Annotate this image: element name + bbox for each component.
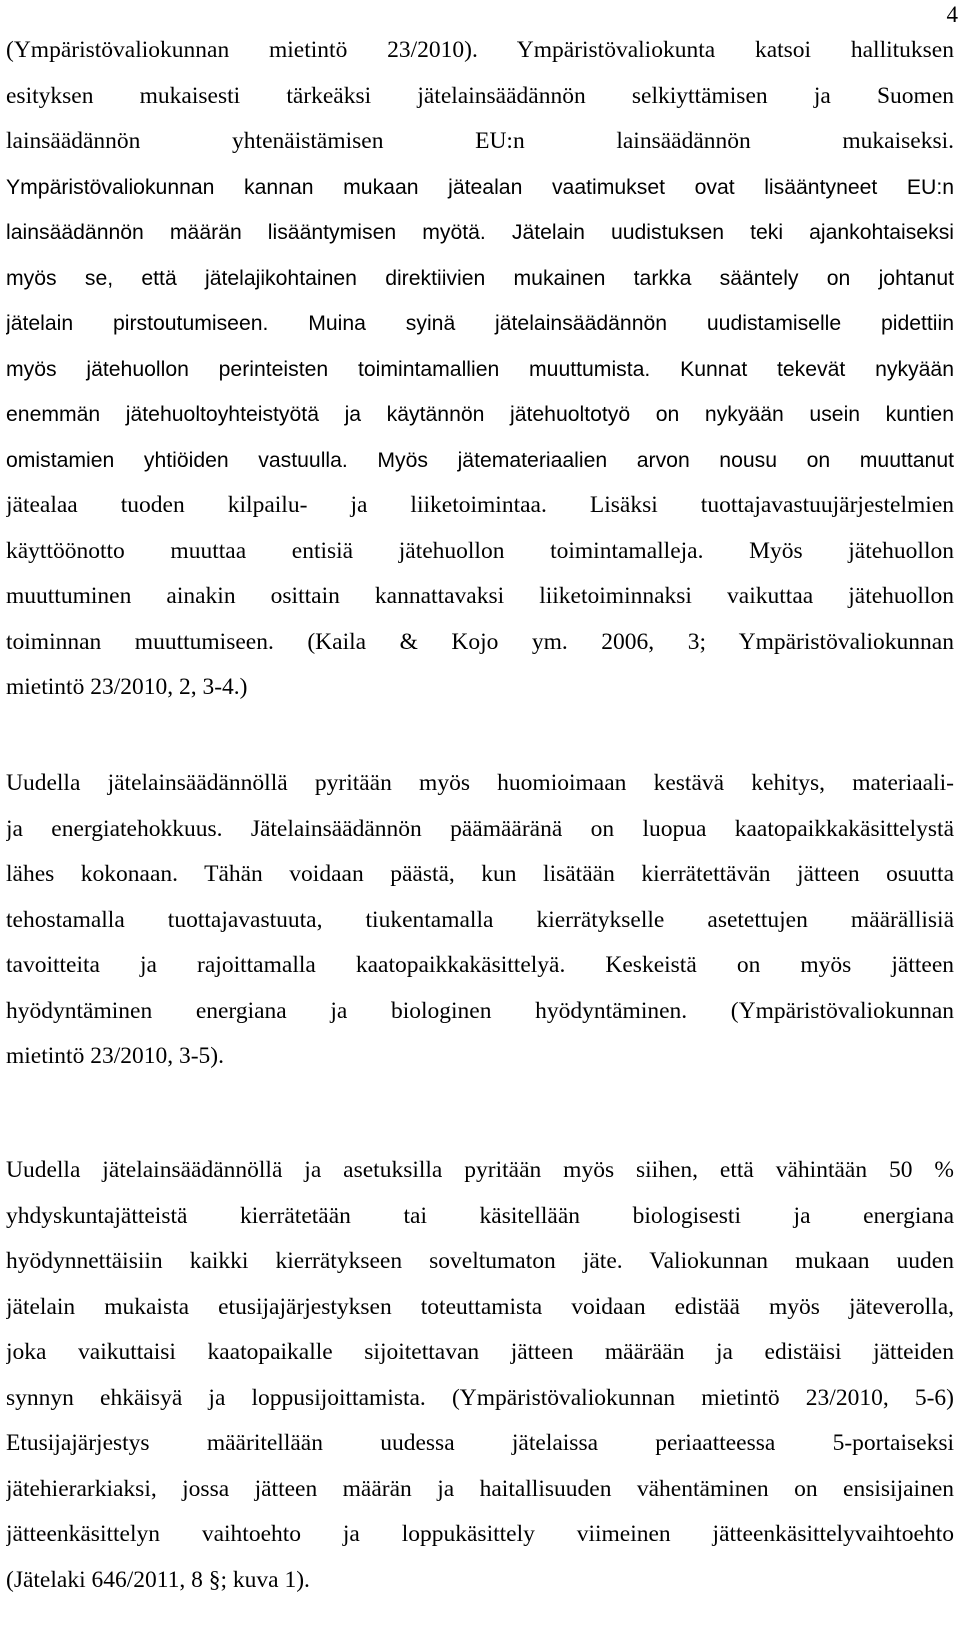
text-line: muuttuminen ainakin osittain kannattavaksi liiketoiminnaksi vaikuttaa jätehuollon bbox=[6, 583, 954, 609]
text-line: käyttöönotto muuttaa entisiä jätehuollon toimintamalleja. Myös jätehuollon bbox=[6, 537, 954, 564]
text-line: jätteenkäsittelyn vaihtoehto ja loppukäsittely viimeinen jätteenkäsittelyvaihtoehto bbox=[6, 1521, 954, 1547]
text-line: joka vaikuttaisi kaatopaikalle sijoitettavan jätteen määrään ja edistäisi jätteiden bbox=[6, 1339, 954, 1365]
text-line: yhdyskuntajätteistä kierrätetään tai käsitellään biologisesti ja energiana bbox=[6, 1202, 954, 1229]
text-line: jätealaa tuoden kilpailu- ja liiketoimintaa. Lisäksi tuottajavastuujärjestelmien bbox=[6, 492, 954, 518]
text-line: enemmän jätehuoltoyhteistyötä ja käytännön jätehuoltotyö on nykyään usein kuntien bbox=[6, 403, 954, 426]
text-line: esityksen mukaisesti tärkeäksi jätelainsäädännön selkiyttämisen ja Suomen bbox=[6, 82, 954, 109]
text-line: jätehierarkiaksi, jossa jätteen määrän ja haitallisuuden vähentäminen on ensisijainen bbox=[6, 1475, 954, 1502]
text-line: tehostamalla tuottajavastuuta, tiukentamalla kierrätykselle asetettujen määrällisiä bbox=[6, 906, 954, 933]
text-line: Ympäristövaliokunnan kannan mukaan jätealan vaatimukset ovat lisääntyneet EU:n bbox=[6, 175, 954, 199]
text-line: mietintö 23/2010, 2, 3-4.) bbox=[6, 674, 248, 700]
text-line: toiminnan muuttumiseen. (Kaila & Kojo ym. 2006, 3; Ympäristövaliokunnan bbox=[6, 628, 954, 655]
text-line: omistamien yhtiöiden vastuulla. Myös jätemateriaalien arvon nousu on muuttanut bbox=[6, 448, 954, 472]
text-line: jätelain mukaista etusijajärjestyksen toteuttamista voidaan edistää myös jäteverolla, bbox=[6, 1293, 954, 1320]
text-line: tavoitteita ja rajoittamalla kaatopaikkakäsittelyä. Keskeistä on myös jätteen bbox=[6, 952, 954, 978]
text-line: mietintö 23/2010, 3-5). bbox=[6, 1043, 225, 1069]
text-line: (Jätelaki 646/2011, 8 §; kuva 1). bbox=[6, 1566, 310, 1593]
text-line: Etusijajärjestys määritellään uudessa jätelaissa periaatteessa 5-portaiseksi bbox=[6, 1430, 954, 1456]
text-line: Uudella jätelainsäädännöllä pyritään myös huomioimaan kestävä kehitys, materiaali- bbox=[6, 770, 954, 796]
text-line: jätelain pirstoutumiseen. Muina syinä jätelainsäädännön uudistamiselle pidettiin bbox=[6, 312, 954, 335]
paragraph-1 bbox=[6, 28, 954, 711]
text-line: hyödyntäminen energiana ja biologinen hyödyntäminen. (Ympäristövaliokunnan bbox=[6, 997, 954, 1024]
text-line: ja energiatehokkuus. Jätelainsäädännön päämääränä on luopua kaatopaikkakäsittelystä bbox=[6, 815, 954, 842]
text-line: synnyn ehkäisyä ja loppusijoittamista. (Ympäristövaliokunnan mietintö 23/2010, 5-6) bbox=[6, 1384, 954, 1411]
paragraph-3 bbox=[6, 1148, 954, 1603]
text-line: lainsäädännön määrän lisääntymisen myötä. Jätelain uudistuksen teki ajankohtaiseksi bbox=[6, 221, 954, 244]
text-line: lainsäädännön yhtenäistämisen EU:n lainsäädännön mukaiseksi. bbox=[6, 128, 954, 154]
text-line: Uudella jätelainsäädännöllä ja asetuksilla pyritään myös siihen, että vähintään 50 % bbox=[6, 1157, 954, 1183]
text-line: (Ympäristövaliokunnan mietintö 23/2010). Ympäristövaliokunta katsoi hallituksen bbox=[6, 37, 954, 63]
text-line: myös se, että jätelajikohtainen direktiivien mukainen tarkka sääntely on johtanut bbox=[6, 266, 954, 290]
page-number: 4 bbox=[946, 2, 958, 27]
text-line: hyödynnettäisiin kaikki kierrätykseen soveltumaton jäte. Valiokunnan mukaan uuden bbox=[6, 1248, 954, 1274]
text-line: lähes kokonaan. Tähän voidaan päästä, kun lisätään kierrätettävän jätteen osuutta bbox=[6, 861, 954, 887]
paragraph-2 bbox=[6, 761, 954, 1080]
text-line: myös jätehuollon perinteisten toimintamallien muuttumista. Kunnat tekevät nykyään bbox=[6, 357, 954, 381]
